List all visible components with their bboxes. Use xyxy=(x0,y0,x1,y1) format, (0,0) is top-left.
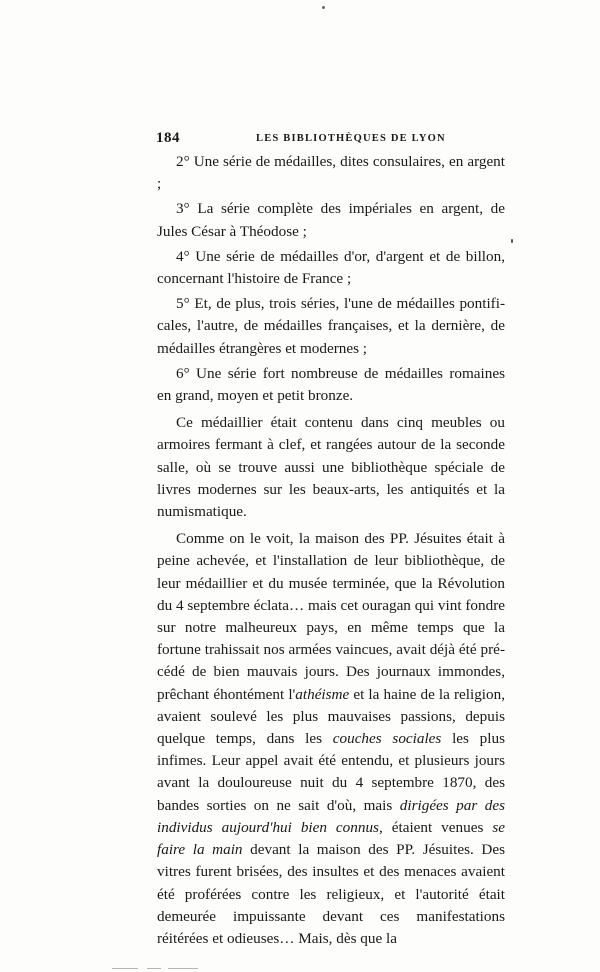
text-run: 3° La série complète des impériales en argent, de Jules César à Théodose ; xyxy=(157,200,505,240)
scan-rule xyxy=(112,968,138,969)
text-run: 5° Et, de plus, trois séries, l'une de médailles pontificales, l'autre, de médailles françaises, et la dernière, de médailles étrangères et modernes ; xyxy=(157,295,505,357)
italic-text: se faire la main xyxy=(157,818,505,859)
scan-rule xyxy=(168,968,198,969)
paragraph xyxy=(157,363,505,407)
italic-text: couches sociales xyxy=(332,730,442,748)
text-run: Ce médaillier était contenu dans cinq meubles ou armoires fermant à clef, et rangées autour de la seconde salle, où se trouve aussi une bibliothèque spéciale de livres modernes sur les beaux-arts, les antiquités et la numismatique. xyxy=(157,414,505,521)
italic-text: dirigées par des individus aujourd'hui bien connus xyxy=(157,796,506,836)
page-number: 184 xyxy=(156,130,180,146)
text-run: 6° Une série fort nombreuse de médailles romaines en grand, moyen et petit bronze. xyxy=(157,364,505,405)
text-run: Comme on le voit, la maison des PP. Jésuites était à peine achevée, et l'installation de leur bibliothèque, de leur médaillier et du musée terminée, que la Révolution du 4 septembre éclata… mais cet ouragan qui vint fondre sur notre malheureux pays, en même temps que la fortune trahissait nos armées vaincues, avait déjà été précédé de bien mauvais jours. Des journaux immondes, prêchant éhontément l' xyxy=(157,530,505,703)
text-run: les plus infimes. Leur appel avait été entendu, et plusieurs jours avant la douloureuse nuit du 4 septembre 1870, des bandes sorties on ne sait d'où, mais xyxy=(157,730,505,814)
italic-text: athéisme xyxy=(295,685,350,703)
paragraph xyxy=(157,151,505,195)
text-run: et la haine de la religion, avaient soulevé les plus mauvaises passions, depuis quelque temps, dans les xyxy=(157,685,505,748)
body-text xyxy=(157,151,505,953)
scan-speck xyxy=(511,239,513,243)
paragraph xyxy=(157,293,505,360)
text-run: , étaient venues xyxy=(378,818,493,836)
scan-speck xyxy=(322,6,325,9)
text-run: 2° Une série de médailles, dites consulaires, en argent ; xyxy=(157,153,505,193)
text-run: devant la maison des PP. Jésuites. Des vitres furent brisées, des insultes et des menaces avaient été proférées contre les religieux, et l'autorité était demeurée impuissante devant ces manifestations réitérées et odieuses… Mais, dès que la xyxy=(157,841,505,947)
scan-rule xyxy=(147,968,161,969)
paragraph xyxy=(157,198,505,242)
paragraph xyxy=(157,528,505,950)
paragraph xyxy=(157,246,505,290)
paragraph xyxy=(157,412,505,523)
text-run: 4° Une série de médailles d'or, d'argent et de billon, concernant l'histoire de France ; xyxy=(157,247,505,288)
running-title: LES BIBLIOTHÈQUES DE LYON xyxy=(256,133,446,144)
page-header xyxy=(156,130,506,150)
